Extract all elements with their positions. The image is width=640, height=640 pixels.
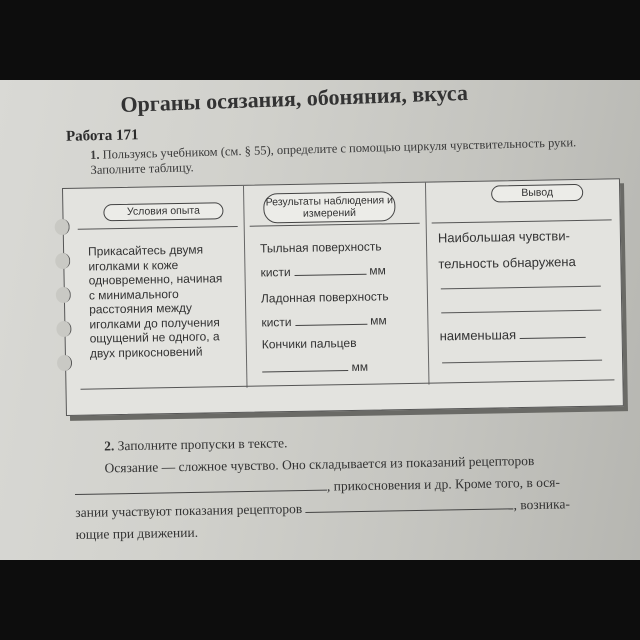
- result-fingertips-label: Кончики пальцев: [261, 335, 357, 352]
- result-back-row: [260, 263, 386, 279]
- answer-blank[interactable]: [262, 370, 348, 373]
- header-conclusion: Вывод: [491, 184, 583, 203]
- header-underline: [432, 219, 612, 223]
- table-bottom-line: [81, 379, 615, 389]
- page-title: Органы осязания, обоняния, вкуса: [120, 80, 469, 117]
- task1-instruction: [90, 135, 601, 178]
- conditions-text: Прикасайтесь двумя иголками к коже одновременно, начиная с минимального расстояния между иголками до получения ощущений не одного, а двух прикосновений: [87, 242, 223, 361]
- binder-notch: [57, 355, 72, 371]
- unit-label: мм: [369, 263, 386, 278]
- task2-line3-end: , возника-: [513, 496, 571, 513]
- result-palm-label: Ладонная поверхность: [260, 289, 389, 306]
- result-back-label: Тыльная поверхность: [259, 239, 382, 256]
- hand-word: кисти: [260, 265, 291, 280]
- work-label: Работа 171: [65, 127, 139, 145]
- result-palm-row: [261, 313, 387, 329]
- column-divider: [243, 186, 248, 388]
- answer-blank[interactable]: [294, 274, 366, 276]
- header-conditions: Условия опыта: [103, 202, 223, 221]
- conclusion-least: наименьшая: [439, 327, 517, 344]
- conclusion-line1: Наибольшая чувстви-: [437, 228, 570, 246]
- answer-blank[interactable]: [520, 337, 586, 339]
- answer-blank[interactable]: [295, 324, 367, 326]
- task1-number: 1.: [90, 147, 100, 162]
- binder-notch: [56, 321, 71, 337]
- binder-notch: [55, 219, 70, 235]
- task2-line3-text: зании участвуют показания рецепторов: [75, 501, 303, 520]
- task2-line2-text: , прикосновения и др. Кроме того, в ося-: [326, 474, 561, 494]
- header-underline: [250, 223, 420, 227]
- binder-notch: [55, 253, 70, 269]
- task2-line4: ющие при движении.: [75, 524, 199, 542]
- binder-notch: [56, 287, 71, 303]
- task2-block: [74, 427, 616, 546]
- answer-blank[interactable]: [306, 508, 514, 513]
- answer-line[interactable]: [442, 360, 602, 364]
- experiment-table: [62, 178, 624, 416]
- task2-number: 2.: [104, 438, 115, 454]
- task2-line1: Осязание — сложное чувство. Оно складывается из показаний рецепторов: [104, 452, 535, 476]
- answer-blank[interactable]: [75, 490, 327, 495]
- textbook-page: [0, 80, 640, 560]
- header-results: Результаты наблюдения и измерений: [263, 191, 396, 223]
- hand-word: кисти: [261, 315, 292, 330]
- header-underline: [78, 226, 238, 230]
- unit-label: мм: [351, 359, 369, 374]
- answer-line[interactable]: [441, 286, 601, 290]
- result-fingertips-row: [262, 360, 368, 376]
- unit-label: мм: [370, 313, 387, 328]
- column-divider: [425, 183, 430, 385]
- task2-title: Заполните пропуски в тексте.: [117, 435, 288, 454]
- conclusion-line2: тельность обнаружена: [438, 254, 576, 272]
- answer-line[interactable]: [441, 310, 601, 314]
- task1-text: Пользуясь учебником (см. § 55), определите с помощью циркуля чувствительность руки. Заполните таблицу.: [90, 135, 577, 177]
- conclusion-least-row: [440, 326, 586, 344]
